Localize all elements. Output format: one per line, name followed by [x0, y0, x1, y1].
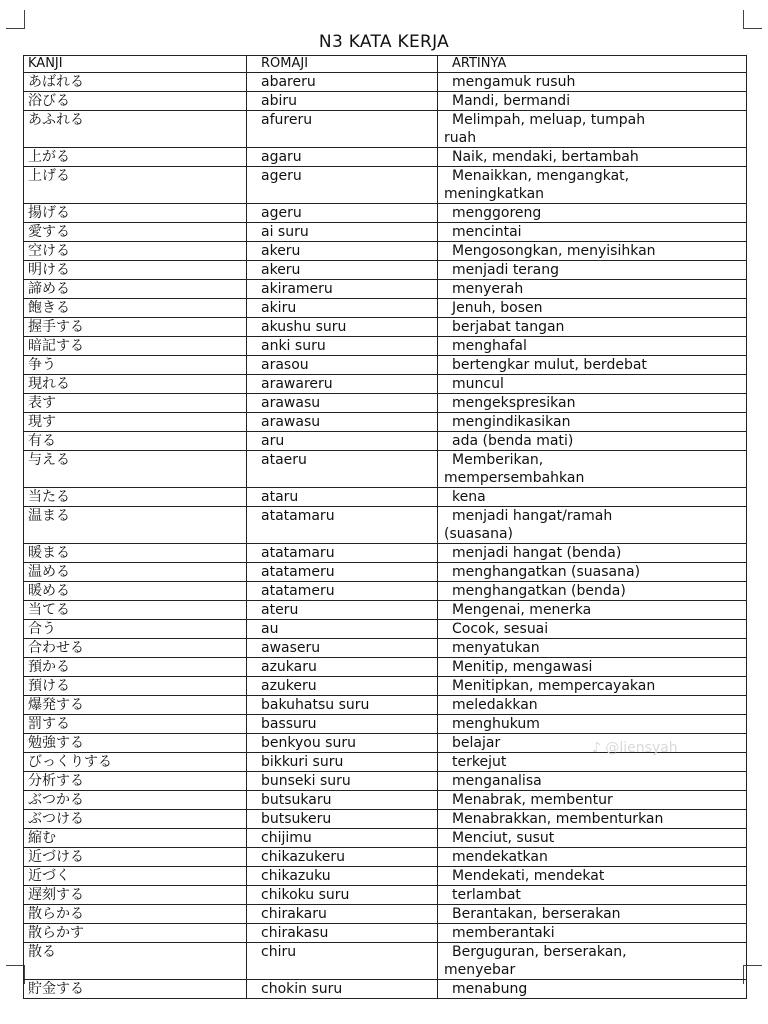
romaji-cell: aru: [247, 432, 438, 451]
romaji-cell: arawareru: [247, 375, 438, 394]
arti-cell: [438, 488, 747, 507]
kanji-cell: 温める: [24, 563, 247, 582]
arti-cell: [438, 639, 747, 658]
table-row: [24, 394, 747, 413]
table-row: [24, 791, 747, 810]
table-row: [24, 677, 747, 696]
arti-text: menganalisa: [452, 773, 542, 789]
arti-cell: [438, 810, 747, 829]
romaji-cell: atatameru: [247, 582, 438, 601]
romaji-cell: chirakaru: [247, 905, 438, 924]
table-row: [24, 772, 747, 791]
arti-cell: [438, 677, 747, 696]
arti-cell: [438, 905, 747, 924]
arti-text-continued: ruah: [444, 130, 477, 146]
arti-text-continued: mempersembahkan: [444, 470, 585, 486]
romaji-cell: chirakasu: [247, 924, 438, 943]
table-header-row: [24, 56, 747, 73]
table-row: [24, 867, 747, 886]
kanji-cell: 温まる: [24, 507, 247, 544]
kanji-cell: 合わせる: [24, 639, 247, 658]
romaji-cell: awaseru: [247, 639, 438, 658]
arti-cell: [438, 73, 747, 92]
romaji-cell: ageru: [247, 204, 438, 223]
romaji-cell: afureru: [247, 111, 438, 148]
kanji-cell: 現す: [24, 413, 247, 432]
romaji-cell: atatamaru: [247, 507, 438, 544]
arti-text: menghafal: [452, 338, 527, 354]
arti-text: menghangatkan (suasana): [452, 564, 641, 580]
romaji-cell: abareru: [247, 73, 438, 92]
table-row: [24, 280, 747, 299]
romaji-cell: butsukaru: [247, 791, 438, 810]
romaji-cell: ateru: [247, 601, 438, 620]
table-row: [24, 337, 747, 356]
table-row: [24, 582, 747, 601]
arti-cell: [438, 563, 747, 582]
romaji-cell: abiru: [247, 92, 438, 111]
page-title: N3 KATA KERJA: [318, 32, 450, 52]
arti-cell: [438, 451, 747, 488]
kanji-cell: 愛する: [24, 223, 247, 242]
arti-text-continued: meningkatkan: [444, 186, 545, 202]
table-body: [24, 73, 747, 999]
arti-cell: [438, 413, 747, 432]
romaji-cell: arasou: [247, 356, 438, 375]
romaji-cell: akeru: [247, 261, 438, 280]
table-row: [24, 943, 747, 980]
arti-text: mengekspresikan: [452, 395, 576, 411]
romaji-cell: ageru: [247, 167, 438, 204]
kanji-cell: 暖める: [24, 582, 247, 601]
arti-cell: [438, 299, 747, 318]
kanji-cell: 現れる: [24, 375, 247, 394]
table-row: [24, 356, 747, 375]
arti-text: terlambat: [452, 887, 521, 903]
table-row: [24, 318, 747, 337]
table-row: [24, 432, 747, 451]
kanji-cell: 暗記する: [24, 337, 247, 356]
table-row: [24, 299, 747, 318]
table-row: [24, 148, 747, 167]
arti-text: Mengosongkan, menyisihkan: [452, 243, 656, 259]
arti-text: Melimpah, meluap, tumpah: [452, 112, 646, 128]
arti-cell: [438, 696, 747, 715]
watermark-text: ♪ @liensyah: [592, 740, 678, 756]
romaji-cell: bakuhatsu suru: [247, 696, 438, 715]
romaji-cell: akeru: [247, 242, 438, 261]
arti-cell: [438, 318, 747, 337]
kanji-cell: 暖まる: [24, 544, 247, 563]
table-row: [24, 658, 747, 677]
romaji-cell: azukeru: [247, 677, 438, 696]
table-row: [24, 223, 747, 242]
arti-text: mencintai: [452, 224, 522, 240]
arti-text: menabung: [452, 981, 528, 997]
romaji-cell: chikazuku: [247, 867, 438, 886]
table-row: [24, 980, 747, 999]
header-kanji: KANJI: [24, 56, 247, 73]
kanji-cell: 与える: [24, 451, 247, 488]
kanji-cell: 当てる: [24, 601, 247, 620]
arti-text-continued: menyebar: [444, 962, 516, 978]
arti-text: Mendekati, mendekat: [452, 868, 605, 884]
arti-text: menyerah: [452, 281, 524, 297]
arti-text: menggoreng: [452, 205, 542, 221]
table-row: [24, 829, 747, 848]
arti-cell: [438, 167, 747, 204]
kanji-cell: 飽きる: [24, 299, 247, 318]
table-row: [24, 92, 747, 111]
romaji-cell: bunseki suru: [247, 772, 438, 791]
arti-text: Menaikkan, mengangkat,: [452, 168, 630, 184]
romaji-cell: bikkuri suru: [247, 753, 438, 772]
romaji-cell: bassuru: [247, 715, 438, 734]
vocab-table: [23, 55, 747, 999]
arti-cell: [438, 848, 747, 867]
arti-cell: [438, 582, 747, 601]
kanji-cell: 近づく: [24, 867, 247, 886]
kanji-cell: あばれる: [24, 73, 247, 92]
kanji-cell: 近づける: [24, 848, 247, 867]
arti-text: Jenuh, bosen: [452, 300, 543, 316]
romaji-cell: benkyou suru: [247, 734, 438, 753]
table-row: [24, 451, 747, 488]
arti-cell: [438, 924, 747, 943]
arti-text: Berguguran, berserakan,: [452, 944, 627, 960]
arti-cell: [438, 715, 747, 734]
arti-cell: [438, 507, 747, 544]
table-row: [24, 715, 747, 734]
table-row: [24, 488, 747, 507]
kanji-cell: 散らかる: [24, 905, 247, 924]
romaji-cell: arawasu: [247, 413, 438, 432]
table-row: [24, 111, 747, 148]
romaji-cell: chokin suru: [247, 980, 438, 999]
arti-cell: [438, 829, 747, 848]
table-row: [24, 696, 747, 715]
arti-text: ada (benda mati): [452, 433, 574, 449]
kanji-cell: 握手する: [24, 318, 247, 337]
kanji-cell: あふれる: [24, 111, 247, 148]
arti-text: memberantaki: [452, 925, 555, 941]
arti-cell: [438, 111, 747, 148]
kanji-cell: 散る: [24, 943, 247, 980]
romaji-cell: atatamaru: [247, 544, 438, 563]
romaji-cell: atatameru: [247, 563, 438, 582]
romaji-cell: chikazukeru: [247, 848, 438, 867]
kanji-cell: 諦める: [24, 280, 247, 299]
kanji-cell: 明ける: [24, 261, 247, 280]
arti-text: Menabrak, membentur: [452, 792, 613, 808]
arti-text: Mengenai, menerka: [452, 602, 592, 618]
kanji-cell: 貯金する: [24, 980, 247, 999]
arti-cell: [438, 242, 747, 261]
table-row: [24, 204, 747, 223]
romaji-cell: chiru: [247, 943, 438, 980]
kanji-cell: 浴びる: [24, 92, 247, 111]
kanji-cell: 預ける: [24, 677, 247, 696]
arti-text: menjadi hangat/ramah: [452, 508, 613, 524]
table-row: [24, 507, 747, 544]
arti-text: menjadi terang: [452, 262, 560, 278]
kanji-cell: 散らかす: [24, 924, 247, 943]
arti-cell: [438, 658, 747, 677]
arti-cell: [438, 791, 747, 810]
kanji-cell: 勉強する: [24, 734, 247, 753]
arti-cell: [438, 432, 747, 451]
arti-text: Menitip, mengawasi: [452, 659, 593, 675]
romaji-cell: butsukeru: [247, 810, 438, 829]
header-arti: ARTINYA: [438, 56, 747, 73]
romaji-cell: azukaru: [247, 658, 438, 677]
table-row: [24, 848, 747, 867]
arti-cell: [438, 394, 747, 413]
kanji-cell: ぶつける: [24, 810, 247, 829]
arti-cell: [438, 204, 747, 223]
table-row: [24, 375, 747, 394]
arti-text: Cocok, sesuai: [452, 621, 549, 637]
table-row: [24, 261, 747, 280]
arti-text: terkejut: [452, 754, 507, 770]
romaji-cell: akushu suru: [247, 318, 438, 337]
kanji-cell: 表す: [24, 394, 247, 413]
arti-text: Menitipkan, mempercayakan: [452, 678, 656, 694]
kanji-cell: びっくりする: [24, 753, 247, 772]
arti-cell: [438, 867, 747, 886]
kanji-cell: 遅刻する: [24, 886, 247, 905]
arti-cell: [438, 943, 747, 980]
table-row: [24, 73, 747, 92]
kanji-cell: ぶつかる: [24, 791, 247, 810]
arti-text: Menabrakkan, membenturkan: [452, 811, 664, 827]
table-row: [24, 810, 747, 829]
romaji-cell: akiru: [247, 299, 438, 318]
arti-text: mengamuk rusuh: [452, 74, 576, 90]
kanji-cell: 上がる: [24, 148, 247, 167]
kanji-cell: 揚げる: [24, 204, 247, 223]
romaji-cell: akirameru: [247, 280, 438, 299]
header-romaji: ROMAJI: [247, 56, 438, 73]
arti-text: Berantakan, berserakan: [452, 906, 621, 922]
table-row: [24, 242, 747, 261]
table-row: [24, 620, 747, 639]
arti-cell: [438, 148, 747, 167]
arti-text: meledakkan: [452, 697, 538, 713]
arti-text: menyatukan: [452, 640, 540, 656]
arti-cell: [438, 337, 747, 356]
arti-text: Naik, mendaki, bertambah: [452, 149, 639, 165]
arti-text: menjadi hangat (benda): [452, 545, 622, 561]
arti-text: belajar: [452, 735, 501, 751]
kanji-cell: 空ける: [24, 242, 247, 261]
arti-cell: [438, 544, 747, 563]
arti-text-continued: (suasana): [444, 526, 513, 542]
kanji-cell: 争う: [24, 356, 247, 375]
arti-text: menghangatkan (benda): [452, 583, 626, 599]
romaji-cell: chikoku suru: [247, 886, 438, 905]
kanji-cell: 爆発する: [24, 696, 247, 715]
kanji-cell: 有る: [24, 432, 247, 451]
arti-cell: [438, 601, 747, 620]
kanji-cell: 預かる: [24, 658, 247, 677]
arti-text: berjabat tangan: [452, 319, 565, 335]
arti-cell: [438, 356, 747, 375]
arti-text: mengindikasikan: [452, 414, 571, 430]
crop-mark-top-left: [6, 10, 25, 29]
romaji-cell: ai suru: [247, 223, 438, 242]
table-row: [24, 563, 747, 582]
arti-cell: [438, 92, 747, 111]
table-row: [24, 167, 747, 204]
table-row: [24, 601, 747, 620]
kanji-cell: 罰する: [24, 715, 247, 734]
romaji-cell: ataru: [247, 488, 438, 507]
romaji-cell: anki suru: [247, 337, 438, 356]
arti-cell: [438, 980, 747, 999]
arti-cell: [438, 223, 747, 242]
romaji-cell: ataeru: [247, 451, 438, 488]
table-row: [24, 886, 747, 905]
arti-cell: [438, 261, 747, 280]
kanji-cell: 上げる: [24, 167, 247, 204]
arti-cell: [438, 620, 747, 639]
table-row: [24, 413, 747, 432]
romaji-cell: agaru: [247, 148, 438, 167]
kanji-cell: 縮む: [24, 829, 247, 848]
arti-text: menghukum: [452, 716, 540, 732]
table-row: [24, 924, 747, 943]
arti-text: mendekatkan: [452, 849, 548, 865]
romaji-cell: chijimu: [247, 829, 438, 848]
arti-text: Menciut, susut: [452, 830, 555, 846]
arti-cell: [438, 772, 747, 791]
romaji-cell: arawasu: [247, 394, 438, 413]
arti-text: Mandi, bermandi: [452, 93, 571, 109]
table-row: [24, 905, 747, 924]
arti-cell: [438, 375, 747, 394]
arti-text: muncul: [452, 376, 504, 392]
arti-text: kena: [452, 489, 486, 505]
table-row: [24, 639, 747, 658]
kanji-cell: 当たる: [24, 488, 247, 507]
arti-text: Memberikan,: [452, 452, 544, 468]
table-row: [24, 544, 747, 563]
arti-text: bertengkar mulut, berdebat: [452, 357, 647, 373]
romaji-cell: au: [247, 620, 438, 639]
arti-cell: [438, 280, 747, 299]
crop-mark-top-right: [743, 10, 762, 29]
kanji-cell: 分析する: [24, 772, 247, 791]
kanji-cell: 合う: [24, 620, 247, 639]
arti-cell: [438, 886, 747, 905]
